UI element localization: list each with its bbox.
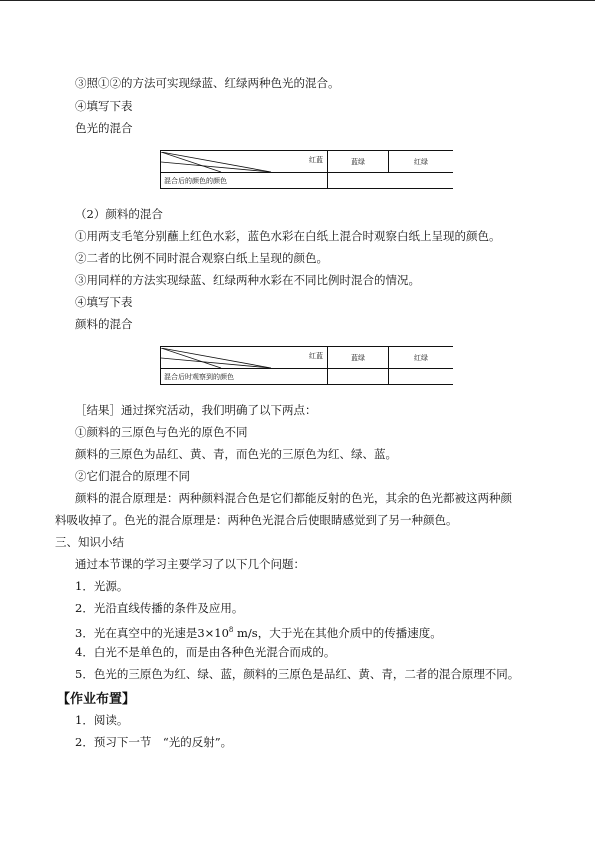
page-top-rule bbox=[0, 0, 595, 1]
summary-item-1: 1．光源。 bbox=[75, 579, 129, 593]
summary-item-3-exponent: 8 bbox=[228, 626, 234, 634]
pigment-mixing-table bbox=[160, 346, 453, 385]
light-table-diagonal-header bbox=[161, 151, 328, 173]
diagonal-lines-icon bbox=[161, 152, 327, 172]
light-table-blank-cell bbox=[328, 173, 454, 189]
summary-item-3 bbox=[75, 623, 442, 641]
homework-item-2: 2．预习下一节 “光的反射”。 bbox=[75, 735, 233, 749]
homework-item-1: 1．阅读。 bbox=[75, 713, 129, 727]
summary-item-3-tail: m/s，大于光在其他介质中的传播速度。 bbox=[233, 625, 442, 640]
step-4-fill-table: ④填写下表 bbox=[75, 99, 133, 113]
step-3-light: ③照①②的方法可实现绿蓝、红绿两种色光的混合。 bbox=[75, 76, 340, 90]
light-table-col3-label: 红绿 bbox=[389, 151, 454, 173]
pigment-heading: （2）颜料的混合 bbox=[75, 207, 163, 221]
summary-intro: 通过本节课的学习主要学习了以下几个问题： bbox=[75, 557, 305, 571]
pigment-step-2: ②二者的比例不同时混合观察白纸上呈现的颜色。 bbox=[75, 251, 328, 265]
pigment-step-4: ④填写下表 bbox=[75, 295, 133, 309]
result-point-2-detail-cont: 料吸收掉了。色光的混合原理是：两种色光混合后使眼睛感觉到了另一种颜色。 bbox=[55, 513, 458, 527]
result-point-1-detail: 颜料的三原色为品红、黄、青，而色光的三原色为红、绿、蓝。 bbox=[75, 447, 397, 461]
pigment-table-col1-label: 红蓝 bbox=[309, 351, 323, 360]
pigment-table-blank-cell-2 bbox=[389, 369, 454, 385]
light-table-row-label: 混合后的颜色的颜色 bbox=[161, 173, 328, 189]
pigment-step-3: ③用同样的方法实现绿蓝、红绿两种水彩在不同比例时混合的情况。 bbox=[75, 273, 420, 287]
homework-title: 【作业布置】 bbox=[57, 692, 136, 707]
diagonal-lines-icon bbox=[161, 348, 327, 368]
pigment-table-col3-label: 红绿 bbox=[389, 347, 454, 369]
result-point-1: ①颜料的三原色与色光的原色不同 bbox=[75, 425, 248, 439]
summary-item-4: 4．白光不是单色的，而是由各种色光混合而成的。 bbox=[75, 645, 336, 659]
pigment-mixing-caption: 颜料的混合 bbox=[75, 317, 133, 331]
pigment-step-1: ①用两支毛笔分别蘸上红色水彩，蓝色水彩在白纸上混合时观察白纸上呈现的颜色。 bbox=[75, 229, 501, 243]
pigment-table-diagonal-header bbox=[161, 347, 328, 369]
summary-title: 三、知识小结 bbox=[55, 535, 124, 549]
summary-item-2: 2．光沿直线传播的条件及应用。 bbox=[75, 601, 244, 615]
pigment-table-col2-label: 蓝绿 bbox=[328, 347, 389, 369]
result-point-2-detail: 颜料的混合原理是：两种颜料混合色是它们都能反射的色光，其余的色光都被这两种颜 bbox=[75, 491, 512, 505]
result-intro: ［结果］通过探究活动，我们明确了以下两点： bbox=[75, 403, 317, 417]
light-table-col2-label: 蓝绿 bbox=[328, 151, 389, 173]
light-mixing-table bbox=[160, 150, 453, 189]
light-mixing-caption: 色光的混合 bbox=[75, 121, 133, 135]
result-point-2: ②它们混合的原理不同 bbox=[75, 469, 190, 483]
light-table-col1-label: 红蓝 bbox=[309, 155, 323, 164]
summary-item-5: 5．色光的三原色为红、绿、蓝，颜料的三原色是品红、黄、青，二者的混合原理不同。 bbox=[75, 667, 520, 681]
pigment-table-blank-cell-1 bbox=[328, 369, 389, 385]
pigment-table-row-label: 混合后时观察到的颜色 bbox=[161, 369, 328, 385]
summary-item-3-lead: 3．光在真空中的光速是3×10 bbox=[75, 625, 229, 640]
